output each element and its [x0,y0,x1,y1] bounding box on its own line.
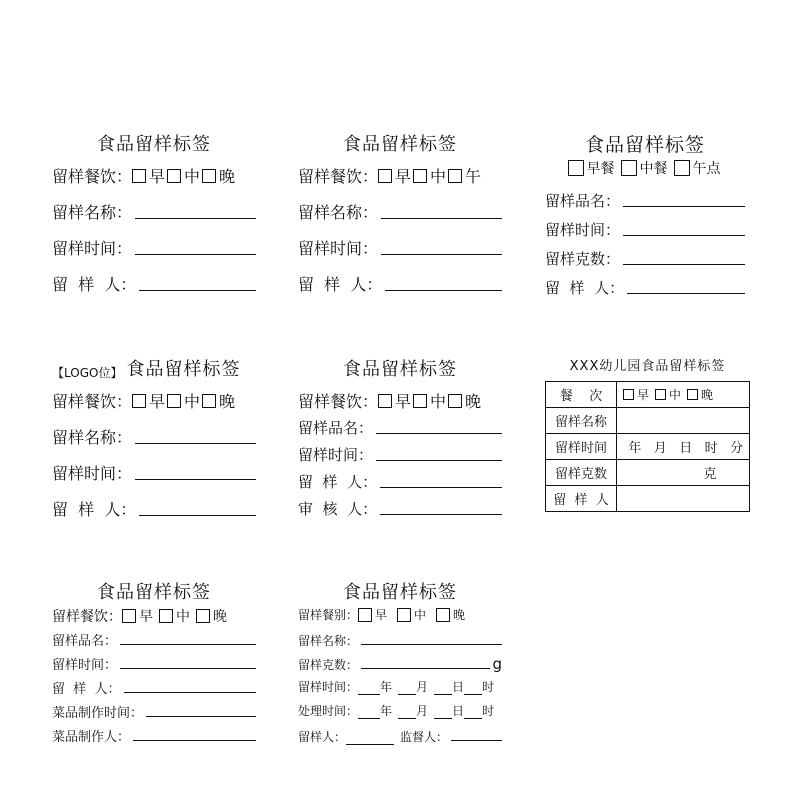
date-segment[interactable] [434,682,452,695]
opt-label: 早 [149,392,166,411]
field-label: 留样名称： [52,203,133,222]
field-row [298,655,502,673]
field-row [298,272,502,295]
field-label: 留样名称： [298,634,359,648]
table-row [546,408,750,434]
meal-label: 留样餐饮： [52,392,133,411]
table-key: 留 样 人 [546,486,617,512]
checkbox[interactable] [167,394,181,408]
field-line[interactable] [139,290,256,291]
unit-label: g [492,655,502,673]
label-4-title: 食品留样标签 [126,359,241,380]
opt-label: 中餐 [639,161,668,177]
checkbox[interactable] [448,394,462,408]
field-line[interactable] [381,218,502,219]
label-5-meal-row [298,389,502,412]
field-row [52,236,256,259]
date-row [298,702,502,719]
label-1 [52,130,256,300]
date-unit: 日 [452,704,465,718]
label-7-title: 食品留样标签 [97,582,211,603]
date-unit: 时 [482,680,495,694]
field-label: 留样时间： [52,464,133,483]
date-segment[interactable] [434,706,452,719]
label-8-meal-row [298,606,502,623]
checkbox[interactable] [202,169,216,183]
field-row [52,272,256,295]
field-line[interactable] [623,206,745,207]
opt-label: 早餐 [586,161,615,177]
checkbox[interactable] [202,394,216,408]
field-line[interactable] [361,644,502,645]
field-label: 留样时间： [545,221,621,239]
table-value[interactable] [617,486,750,512]
field-row [52,425,256,448]
checkbox[interactable] [159,609,173,623]
table-key: 留样名称 [546,408,617,434]
field-row [52,630,256,649]
checkbox[interactable] [132,394,146,408]
label-3 [545,130,745,300]
field-label: 留 样 人： [298,473,378,491]
checkbox[interactable] [358,608,372,622]
field-line[interactable] [135,218,256,219]
date-unit: 月 [416,680,429,694]
label-3-meal-row [545,158,745,178]
field-row [52,654,256,673]
meal-label: 留样餐饮： [298,167,379,186]
field-label: 留样品名： [52,634,118,649]
field-label: 留 样 人： [298,275,383,294]
checkbox[interactable] [568,160,584,176]
field-line[interactable] [146,716,256,717]
field-label: 菜品制作人： [52,730,131,745]
opt-label: 中 [414,608,427,622]
field-label: 留样品名： [298,419,374,437]
opt-label: 晚 [701,388,714,402]
opt-label: 晚 [213,609,227,625]
table-row [546,460,750,486]
field-label: 留样时间： [52,658,118,673]
meal-label: 留样餐饮： [52,609,122,625]
checkbox[interactable] [196,609,210,623]
field-row [52,200,256,223]
checkbox[interactable] [122,609,136,623]
checkbox[interactable] [436,608,450,622]
field-label: 留样名称： [52,428,133,447]
label-6-title: XXX幼儿园食品留样标签 [569,359,726,374]
field-label: 留 样 人： [52,500,137,519]
field-row [545,219,745,240]
date-segment[interactable] [358,706,380,719]
table-value[interactable] [617,408,750,434]
date-unit: 月 [416,704,429,718]
field-row [298,471,502,492]
date-unit: 日 [452,680,465,694]
field-line[interactable] [139,515,256,516]
field-label: 留样品名： [545,192,621,210]
checkbox[interactable] [413,169,427,183]
field-line[interactable] [385,290,502,291]
field-row [52,497,256,520]
field-row [545,248,745,269]
field-row [52,678,256,697]
opt-label: 中 [669,388,682,402]
field-row [52,726,256,745]
label-8-title: 食品留样标签 [343,582,457,603]
opt-label: 午点 [692,161,721,177]
field-row [298,417,502,438]
table-value[interactable]: 年 月 日 时 分 [617,434,750,460]
table-value[interactable]: 克 [617,460,750,486]
field-label: 留样时间： [52,239,133,258]
date-segment[interactable] [464,682,482,695]
date-unit: 年 [380,704,393,718]
checkbox[interactable] [397,608,411,622]
label-1-meal-row [52,164,256,187]
meal-options-cell [617,382,750,408]
table-row [546,382,750,408]
field-row [298,444,502,465]
checkbox[interactable] [378,394,392,408]
checkbox[interactable] [674,160,690,176]
opt-label: 早 [149,167,166,186]
date-segment[interactable] [464,706,482,719]
checkbox[interactable] [687,389,698,400]
table-row [546,486,750,512]
field-label: 菜品制作时间： [52,706,144,721]
opt-label: 晚 [219,392,236,411]
opt-label: 中 [430,392,447,411]
meal-label: 留样餐饮： [52,167,133,186]
checkbox[interactable] [655,389,666,400]
checkbox[interactable] [621,160,637,176]
field-row [545,190,745,211]
field-row [298,236,502,259]
field-line[interactable] [381,254,502,255]
field-line[interactable] [376,433,502,434]
field-label: 处理时间： [298,704,359,718]
signature-row [298,728,502,745]
field-row [298,632,502,649]
checkbox[interactable] [623,389,634,400]
field-line[interactable] [623,264,745,265]
label-8 [298,578,502,748]
field-line[interactable] [623,235,745,236]
label-7 [52,578,256,748]
opt-label: 午 [465,167,482,186]
field-line[interactable] [380,514,502,515]
label-2 [298,130,502,300]
label-4-meal-row [52,389,256,412]
field-line[interactable] [120,668,256,669]
label-5-title: 食品留样标签 [343,359,457,380]
label-2-title: 食品留样标签 [343,134,457,155]
label-4 [52,355,256,525]
checkbox[interactable] [378,169,392,183]
meal-label: 留样餐饮： [298,392,379,411]
field-line[interactable] [124,692,256,693]
checkbox[interactable] [413,394,427,408]
label-6-table [545,381,750,512]
label-1-title: 食品留样标签 [97,134,211,155]
field-label: 留样名称： [298,203,379,222]
label-3-title: 食品留样标签 [584,134,705,156]
date-unit: 时 [482,704,495,718]
table-key: 留样克数 [546,460,617,486]
field-line[interactable] [361,668,490,669]
opt-label: 早 [395,392,412,411]
field-row [545,277,745,298]
field-label: 留样克数： [545,250,621,268]
field-line[interactable] [135,479,256,480]
field-line[interactable] [376,460,502,461]
field-label: 留样时间： [298,239,379,258]
opt-label: 早 [395,167,412,186]
label-2-meal-row [298,164,502,187]
opt-label: 中 [430,167,447,186]
date-segment[interactable] [398,682,416,695]
label-5 [298,355,502,525]
meal-label: 留样餐别： [298,608,359,622]
label-7-meal-row [52,606,256,626]
checkbox[interactable] [132,169,146,183]
signature-line[interactable] [451,740,502,741]
field-label: 留样人： [298,730,347,744]
field-label: 留 样 人： [52,275,137,294]
field-label: 留样克数： [298,658,359,672]
field-label: 留样时间： [298,446,374,464]
checkbox[interactable] [448,169,462,183]
opt-label: 晚 [453,608,466,622]
opt-label: 晚 [219,167,236,186]
field-label: 留样时间： [298,680,359,694]
field-label: 留 样 人： [545,279,625,297]
opt-label: 早 [375,608,388,622]
table-key: 留样时间 [546,434,617,460]
field-label: 审 核 人： [298,500,378,518]
date-row [298,678,502,695]
label-6 [545,355,750,520]
date-segment[interactable] [358,682,380,695]
date-segment[interactable] [398,706,416,719]
logo-placeholder: 【LOGO位】 [52,366,123,380]
field-line[interactable] [120,644,256,645]
field-label: 监督人： [400,730,449,744]
field-line[interactable] [380,487,502,488]
field-line[interactable] [133,740,256,741]
opt-label: 中 [184,392,201,411]
field-row [298,498,502,519]
opt-label: 早 [637,388,650,402]
field-row [52,702,256,721]
field-row [298,200,502,223]
table-key: 餐 次 [546,382,617,408]
field-line[interactable] [135,254,256,255]
opt-label: 中 [184,167,201,186]
field-line[interactable] [627,293,745,294]
table-row [546,434,750,460]
opt-label: 晚 [465,392,482,411]
opt-label: 中 [176,609,190,625]
field-label: 留 样 人： [52,682,121,697]
signature-line[interactable] [346,732,394,745]
opt-label: 早 [139,609,153,625]
field-row [52,461,256,484]
date-unit: 年 [380,680,393,694]
field-line[interactable] [135,443,256,444]
checkbox[interactable] [167,169,181,183]
